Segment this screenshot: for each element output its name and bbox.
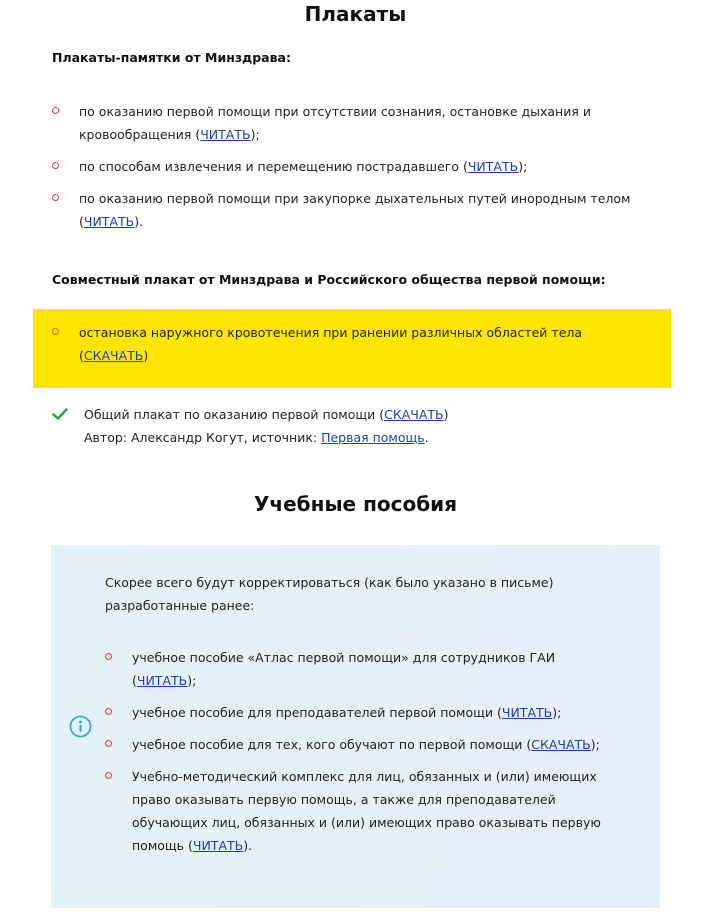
download-link[interactable]: СКАЧАТЬ: [531, 737, 591, 752]
highlighted-block: [33, 309, 671, 388]
check-icon: [52, 408, 68, 420]
read-link[interactable]: ЧИТАТЬ: [501, 705, 553, 720]
read-link[interactable]: ЧИТАТЬ: [192, 838, 244, 853]
bullet-icon: [105, 740, 112, 747]
read-link[interactable]: ЧИТАТЬ: [200, 127, 251, 142]
bullet-icon: [105, 772, 112, 779]
info-icon: [69, 715, 92, 738]
list-item: учебное пособие для тех, кого обучают по первой помощи (СКАЧАТЬ);: [105, 733, 635, 756]
manuals-list: [105, 646, 635, 866]
bullet-icon: [105, 708, 112, 715]
info-intro: Скорее всего будут корректироваться (как было указано в письме) разработанные ранее:: [105, 575, 554, 613]
bullet-icon: [52, 194, 59, 201]
bullet-icon: [52, 162, 59, 169]
bullet-icon: [52, 107, 59, 114]
read-link[interactable]: ЧИТАТЬ: [467, 159, 519, 174]
download-link[interactable]: СКАЧАТЬ: [83, 348, 144, 363]
highlighted-list: [52, 321, 632, 376]
info-box: [51, 545, 660, 908]
list-item: по оказанию первой помощи при отсутствии сознания, остановке дыхания и кровообращения (ЧИТАТЬ);: [52, 100, 672, 146]
moh-posters-subheading: Плакаты-памятки от Минздрава:: [52, 50, 291, 65]
list-item: по способам извлечения и перемещению пострадавшего (ЧИТАТЬ);: [52, 155, 672, 178]
read-link[interactable]: ЧИТАТЬ: [136, 673, 188, 688]
manuals-heading: Учебные пособия: [253, 492, 458, 516]
joint-poster-subheading: Совместный плакат от Минздрава и Российского общества первой помощи:: [52, 272, 606, 287]
list-item: Учебно-методический комплекс для лиц, обязанных и (или) имеющих право оказывать первую помощь, а также для преподавателей обучающих лиц, обязанных и (или) имеющих право оказывать первую помощь (ЧИТАТЬ).: [105, 765, 635, 857]
download-link[interactable]: СКАЧАТЬ: [384, 407, 444, 422]
general-poster-line: Общий плакат по оказанию первой помощи (СКАЧАТЬ): [84, 407, 449, 422]
list-item: по оказанию первой помощи при закупорке дыхательных путей инородным телом (ЧИТАТЬ).: [52, 187, 672, 233]
list-item: учебное пособие для преподавателей первой помощи (ЧИТАТЬ);: [105, 701, 635, 724]
list-item: учебное пособие «Атлас первой помощи» для сотрудников ГАИ (ЧИТАТЬ);: [105, 646, 635, 692]
source-link[interactable]: Первая помощь: [321, 430, 425, 445]
read-link[interactable]: ЧИТАТЬ: [83, 214, 135, 229]
bullet-icon: [105, 653, 112, 660]
bullet-icon: [52, 328, 59, 335]
author-line: Автор: Александр Когут, источник: Первая помощь.: [84, 430, 429, 445]
moh-posters-list: [52, 100, 672, 242]
posters-heading: Плакаты: [304, 2, 407, 26]
list-item: остановка наружного кровотечения при ранении различных областей тела (СКАЧАТЬ): [52, 321, 632, 367]
